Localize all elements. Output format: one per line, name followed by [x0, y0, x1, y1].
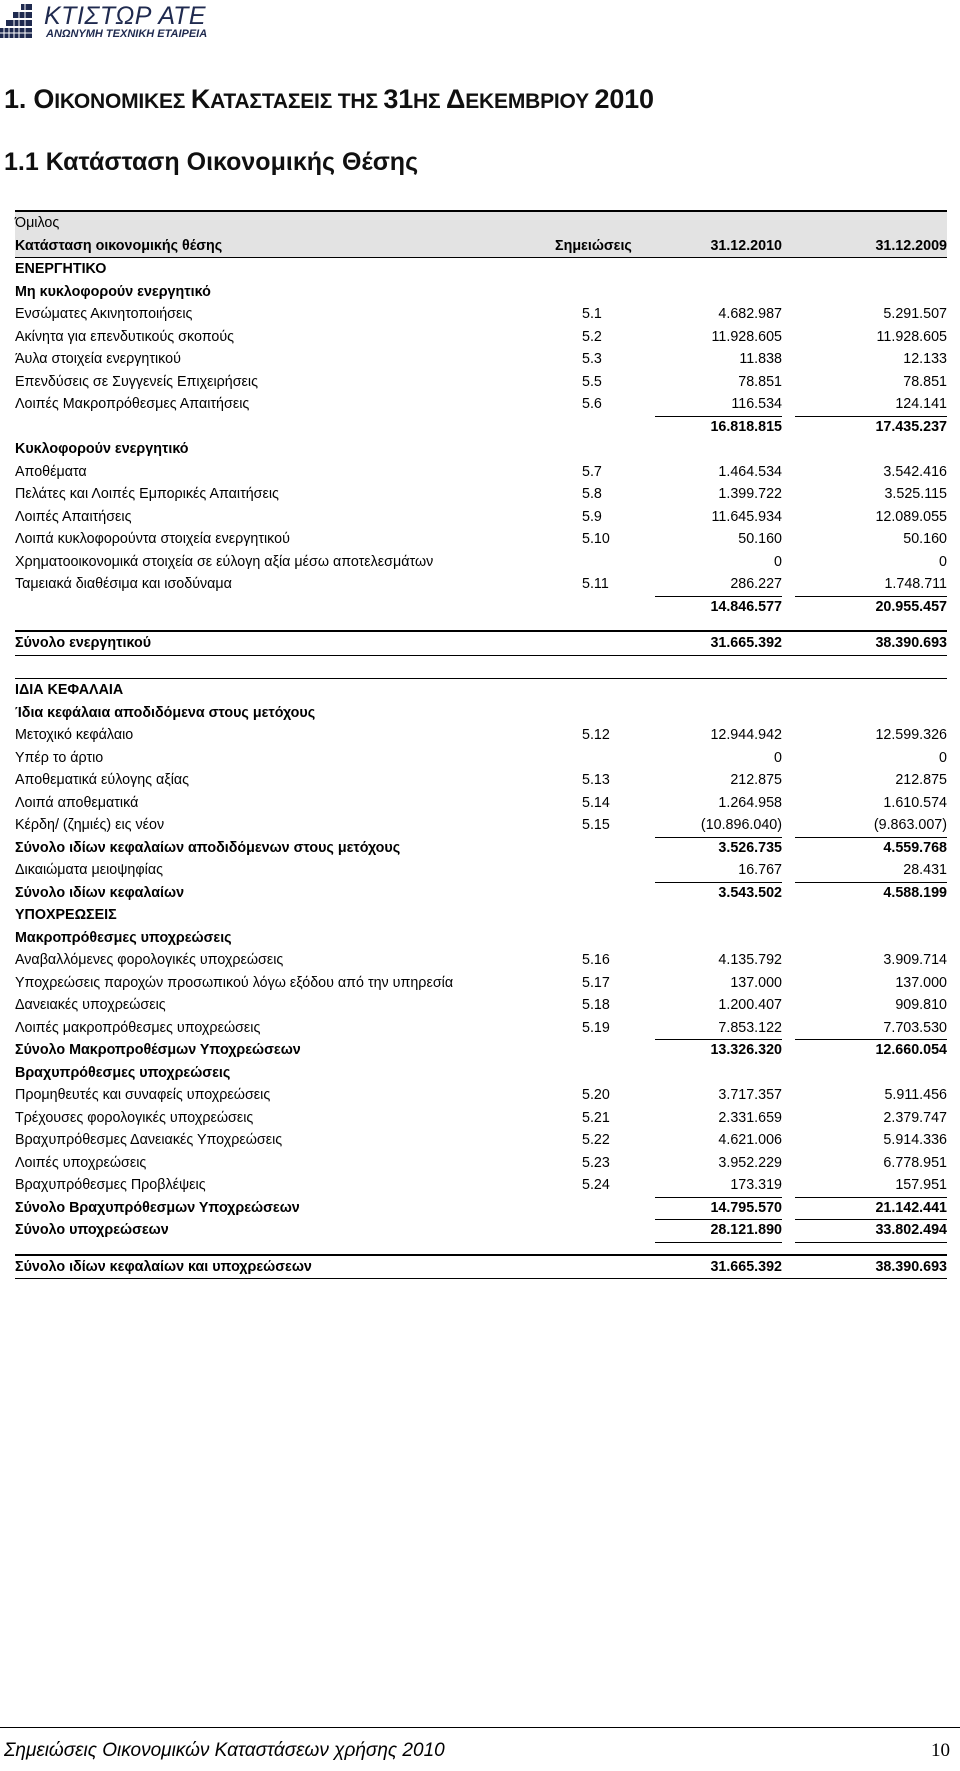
row-note: 5.9 [582, 508, 602, 525]
row-label: Χρηματοοικονομικά στοιχεία σε εύλογη αξία μέσω αποτελεσμάτων [15, 553, 434, 570]
row-value-2010: 1.264.958 [718, 794, 782, 811]
table-row [15, 528, 947, 551]
row-value-2009: 5.291.507 [883, 306, 947, 322]
row-note: 5.2 [582, 328, 602, 345]
subsection-heading: 1.1 Κατάσταση Οικονομικής Θέσης [4, 148, 419, 176]
row-label: Λοιπές Απαιτήσεις [15, 508, 132, 525]
data-row: Δικαιώματα μειοψηφίας 16.767 28.431 [15, 862, 947, 878]
row-value-2009: 12.599.326 [875, 727, 947, 743]
row-value-2010: 0 [774, 553, 782, 570]
row-label: Προμηθευτές και συναφείς υποχρεώσεις [15, 1087, 271, 1103]
table-row [15, 483, 947, 506]
row-label: Λοιπές μακροπρόθεσμες υποχρεώσεις [15, 1019, 261, 1036]
table-row [15, 303, 947, 326]
row-value-2010: 11.928.605 [711, 328, 782, 345]
row-value-2009: 2.379.747 [883, 1109, 947, 1126]
group-label: Όμιλος [15, 215, 60, 231]
group-header-row [15, 210, 947, 235]
table-row [15, 972, 947, 995]
row-value-2009: 50.160 [903, 531, 947, 547]
row-note: 5.22 [582, 1132, 610, 1148]
section-title: ΥΠΟΧΡΕΩΣΕΙΣ [15, 907, 117, 923]
row-note: 5.17 [582, 974, 610, 991]
row-value-2009: 157.951 [895, 1177, 947, 1193]
column-header-2009: 31.12.2009 [875, 237, 947, 254]
grand-total-row: Σύνολο ιδίων κεφαλαίων και υποχρεώσεων 31.665.392 38.390.693 [15, 1254, 947, 1280]
row-note: 5.14 [582, 794, 610, 811]
row-label: Κέρδη/ (ζημιές) εις νέον [15, 817, 165, 833]
subtotal-row: Σύνολο ιδίων κεφαλαίων 3.543.502 4.588.199 [15, 882, 947, 905]
column-header-label: Κατάσταση οικονομικής θέσης [15, 237, 223, 254]
row-label: Ενσώματες Ακινητοποιήσεις [15, 306, 193, 322]
section-subtitle: Βραχυπρόθεσμες υποχρεώσεις [15, 1064, 231, 1081]
table-row [15, 1174, 947, 1197]
row-note: 5.18 [582, 997, 610, 1013]
row-note: 5.10 [582, 531, 610, 547]
subtotal-row: 16.818.815 17.435.237 [15, 416, 947, 439]
company-name: ΚΤΙΣΤΩΡ ΑΤΕ [44, 2, 207, 30]
row-value-2010: 12.944.942 [710, 727, 782, 743]
row-value-2009: 137.000 [895, 974, 947, 991]
footer-divider [0, 1727, 960, 1728]
row-value-2009: 0 [939, 749, 947, 766]
row-value-2010: 116.534 [731, 396, 782, 412]
row-value-2010: 3.952.229 [718, 1154, 782, 1171]
row-label: Υπέρ το άρτιο [15, 749, 104, 766]
row-value-2010: 3.717.357 [718, 1087, 782, 1103]
row-note: 5.23 [582, 1154, 610, 1171]
row-value-2010: 78.851 [738, 373, 782, 390]
building-logo-icon [0, 4, 32, 38]
row-label: Επενδύσεις σε Συγγενείς Επιχειρήσεις [15, 373, 258, 390]
row-value-2010: 137.000 [730, 974, 782, 991]
row-note: 5.15 [582, 817, 610, 833]
table-row [15, 348, 947, 371]
row-value-2010: 1.399.722 [718, 486, 782, 502]
row-value-2010: 4.135.792 [718, 952, 782, 968]
row-note: 5.20 [582, 1087, 610, 1103]
row-value-2010: 50.160 [738, 531, 782, 547]
table-row [15, 769, 947, 792]
table-row [15, 1107, 947, 1130]
row-label: Λοιπές υποχρεώσεις [15, 1154, 147, 1171]
row-note: 5.7 [582, 463, 602, 480]
row-value-2010: 0 [774, 749, 782, 766]
row-label: Βραχυπρόθεσμες Δανειακές Υποχρεώσεις [15, 1132, 283, 1148]
row-value-2010: 212.875 [730, 772, 782, 788]
section-subtitle: Μη κυκλοφορούν ενεργητικό [15, 283, 211, 300]
table-row [15, 994, 947, 1017]
subtotal-row: Σύνολο Μακροπροθέσμων Υποχρεώσεων 13.326.320 12.660.054 [15, 1039, 947, 1062]
row-value-2009: 909.810 [895, 997, 947, 1013]
column-header-notes: Σημειώσεις [555, 237, 632, 254]
noncurrent-rows [15, 303, 947, 416]
row-value-2010: 7.853.122 [718, 1019, 782, 1036]
row-value-2009: 7.703.530 [883, 1019, 947, 1036]
row-value-2009: 3.909.714 [883, 952, 947, 968]
row-note: 5.16 [582, 952, 610, 968]
table-row [15, 814, 947, 837]
table-row [15, 573, 947, 596]
column-header-row [15, 235, 947, 259]
column-header-2010: 31.12.2010 [710, 237, 782, 254]
section-title: ΙΔΙΑ ΚΕΦΑΛΑΙΑ [15, 678, 947, 702]
row-value-2009: 12.089.055 [875, 508, 947, 525]
section-subtitle: Ίδια κεφάλαια αποδιδόμενα στους μετόχους [15, 704, 316, 721]
row-value-2010: 2.331.659 [718, 1109, 782, 1126]
row-value-2009: 3.542.416 [883, 463, 947, 480]
row-value-2010: 1.200.407 [718, 997, 782, 1013]
row-note: 5.6 [582, 396, 602, 412]
section-title: ΕΝΕΡΓΗΤΙΚΟ [15, 261, 107, 277]
table-row [15, 792, 947, 815]
row-note: 5.24 [582, 1177, 610, 1193]
row-note: 5.8 [582, 486, 602, 502]
row-value-2009: 124.141 [895, 396, 947, 412]
table-row [15, 1152, 947, 1175]
row-label: Ακίνητα για επενδυτικούς σκοπούς [15, 328, 235, 345]
shortterm-rows [15, 1084, 947, 1197]
total-row: Σύνολο ενεργητικού 31.665.392 38.390.693 [15, 630, 947, 656]
row-label: Δανειακές υποχρεώσεις [15, 997, 166, 1013]
row-label: Τρέχουσες φορολογικές υποχρεώσεις [15, 1109, 254, 1126]
subtotal-row: Σύνολο ιδίων κεφαλαίων αποδιδόμενων στους μετόχους 3.526.735 4.559.768 [15, 837, 947, 860]
row-label: Ταμειακά διαθέσιμα και ισοδύναμα [15, 576, 232, 592]
table-row [15, 747, 947, 770]
row-label: Υποχρεώσεις παροχών προσωπικού λόγω εξόδου από την υπηρεσία [15, 974, 454, 991]
section-subtitle: Μακροπρόθεσμες υποχρεώσεις [15, 929, 232, 946]
table-row [15, 461, 947, 484]
row-note: 5.3 [582, 351, 602, 367]
row-value-2009: 5.914.336 [883, 1132, 947, 1148]
row-value-2010: (10.896.040) [700, 817, 782, 833]
row-label: Μετοχικό κεφάλαιο [15, 727, 134, 743]
table-row [15, 1084, 947, 1107]
row-label: Λοιπές Μακροπρόθεσμες Απαιτήσεις [15, 396, 250, 412]
row-value-2010: 4.621.006 [718, 1132, 782, 1148]
row-label: Λοιπά κυκλοφορούντα στοιχεία ενεργητικού [15, 531, 290, 547]
row-note: 5.5 [582, 373, 602, 390]
table-row [15, 724, 947, 747]
row-note: 5.19 [582, 1019, 610, 1036]
subtotal-row: 14.846.577 20.955.457 [15, 596, 947, 619]
row-value-2010: 4.682.987 [718, 306, 782, 322]
table-row [15, 506, 947, 529]
longterm-rows [15, 949, 947, 1039]
row-value-2010: 11.838 [739, 351, 782, 367]
row-value-2009: 6.778.951 [883, 1154, 947, 1171]
current-rows [15, 461, 947, 596]
row-value-2010: 173.319 [730, 1177, 782, 1193]
row-note: 5.13 [582, 772, 610, 788]
row-note: 5.21 [582, 1109, 610, 1126]
row-note: 5.1 [582, 306, 602, 322]
row-value-2010: 11.645.934 [711, 508, 782, 525]
company-logo [0, 0, 260, 42]
table-row [15, 949, 947, 972]
row-note: 5.12 [582, 727, 610, 743]
row-value-2009: 5.911.456 [884, 1087, 947, 1103]
row-label: Αποθέματα [15, 463, 87, 480]
section-subtitle: Κυκλοφορούν ενεργητικό [15, 441, 189, 457]
row-label: Λοιπά αποθεματικά [15, 794, 139, 811]
row-label: Αναβαλλόμενες φορολογικές υποχρεώσεις [15, 952, 284, 968]
row-value-2009: (9.863.007) [873, 817, 947, 833]
row-value-2009: 0 [939, 553, 947, 570]
row-value-2009: 212.875 [895, 772, 947, 788]
financial-position-table [15, 210, 947, 1279]
subtotal-row: Σύνολο υποχρεώσεων 28.121.890 33.802.494 [15, 1219, 947, 1242]
row-label: Αποθεματικά εύλογης αξίας [15, 772, 190, 788]
table-row [15, 326, 947, 349]
company-subtitle: ΑΝΩΝΥΜΗ ΤΕΧΝΙΚΗ ΕΤΑΙΡΕΙΑ [46, 28, 208, 40]
table-row [15, 1129, 947, 1152]
row-value-2009: 3.525.115 [884, 486, 947, 502]
table-row [15, 393, 947, 416]
row-label: Άυλα στοιχεία ενεργητικού [15, 351, 181, 367]
section-heading: 1. OΙΚΟΝΟΜΙΚΕΣ ΚΑΤΑΣΤΑΣΕΙΣ ΤΗΣ 31ΗΣ ΔΕΚΕΜΒΡΙΟΥ 2010 [4, 84, 654, 114]
page-number: 10 [931, 1740, 950, 1761]
row-label: Βραχυπρόθεσμες Προβλέψεις [15, 1177, 206, 1193]
equity-rows [15, 724, 947, 837]
row-value-2009: 11.928.605 [876, 328, 947, 345]
row-value-2009: 1.748.711 [884, 576, 947, 592]
subtotal-row: Σύνολο Βραχυπρόθεσμων Υποχρεώσεων 14.795.570 21.142.441 [15, 1197, 947, 1220]
row-value-2009: 78.851 [903, 373, 947, 390]
row-value-2009: 12.133 [903, 351, 947, 367]
row-value-2009: 1.610.574 [883, 794, 947, 811]
row-value-2010: 286.227 [730, 576, 782, 592]
row-label: Πελάτες και Λοιπές Εμπορικές Απαιτήσεις [15, 486, 279, 502]
footer-text: Σημειώσεις Οικονομικών Καταστάσεων χρήσης 2010 [4, 1740, 445, 1761]
table-row [15, 551, 947, 574]
table-row [15, 371, 947, 394]
table-row [15, 1017, 947, 1040]
row-note: 5.11 [582, 576, 609, 592]
row-value-2010: 1.464.534 [718, 463, 782, 480]
